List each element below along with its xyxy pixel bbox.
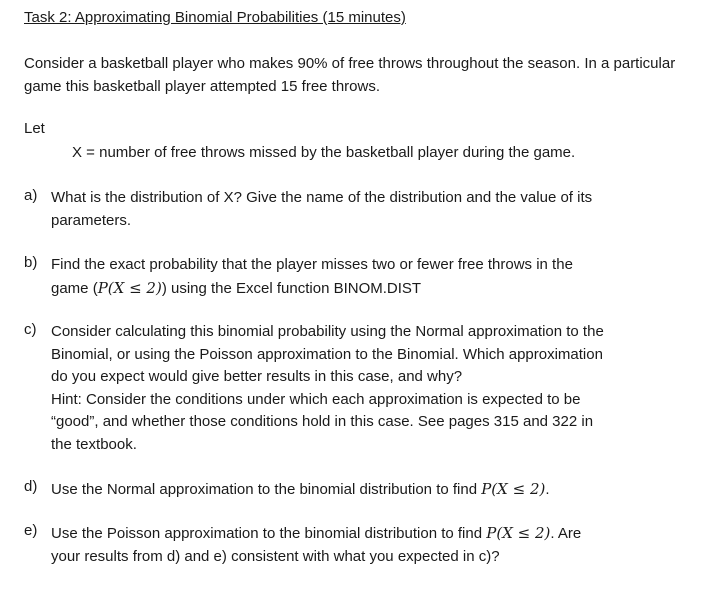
variable-definition: X = number of free throws missed by the basketball player during the game. bbox=[72, 144, 576, 161]
question-c-line-2: Binomial, or using the Poisson approximation to the Binomial. Which approximation bbox=[51, 345, 603, 363]
question-b-line-2 bbox=[51, 277, 687, 301]
question-d-pre: Use the Normal approximation to the binomial distribution to find bbox=[51, 481, 482, 498]
question-b-math: P(X ≤ 2) bbox=[97, 278, 162, 297]
question-e-post: . Are bbox=[550, 525, 582, 542]
question-a-letter: a) bbox=[24, 187, 38, 204]
question-e-text bbox=[51, 522, 687, 568]
question-a-line-2: parameters. bbox=[51, 211, 132, 229]
question-d-letter: d) bbox=[24, 478, 38, 495]
question-c-hint-line-3: the textbook. bbox=[51, 435, 137, 453]
question-b-line-2-post: ) using the Excel function BINOM.DIST bbox=[161, 279, 422, 297]
question-c-letter: c) bbox=[24, 321, 37, 338]
question-c-hint-line-2: “good”, and whether those conditions hold in this case. See pages 315 and 322 in bbox=[51, 413, 594, 430]
question-e-pre: Use the Poisson approximation to the binomial distribution to find bbox=[51, 525, 487, 542]
question-e-line-1 bbox=[51, 522, 687, 546]
question-c-hint-line-1: Hint: Consider the conditions under which each approximation is expected to be bbox=[51, 390, 581, 408]
question-c-line-3: do you expect would give better results in this case, and why? bbox=[51, 368, 463, 385]
question-d-post: . bbox=[545, 481, 550, 498]
question-a-line-1: What is the distribution of X? Give the name of the distribution and the value of its bbox=[51, 189, 593, 206]
let-label: Let bbox=[24, 120, 45, 137]
question-d-math: P(X ≤ 2) bbox=[481, 480, 546, 498]
task-title: Task 2: Approximating Binomial Probabilities (15 minutes) bbox=[24, 9, 406, 26]
question-d-text bbox=[51, 478, 687, 502]
question-e-math: P(X ≤ 2) bbox=[486, 524, 551, 542]
intro-paragraph: Consider a basketball player who makes 90% of free throws throughout the season. In a particular game this basketball player attempted 15 free throws. bbox=[24, 55, 676, 95]
question-b-letter: b) bbox=[24, 254, 38, 271]
question-b-line-2-pre: game ( bbox=[51, 279, 98, 297]
question-b-text bbox=[51, 254, 687, 300]
question-d-line-1 bbox=[51, 478, 687, 502]
question-c-text bbox=[51, 321, 687, 456]
question-b-line-1: Find the exact probability that the player misses two or fewer free throws in the bbox=[51, 256, 573, 273]
question-e-letter: e) bbox=[24, 522, 38, 539]
question-a-text bbox=[51, 187, 687, 232]
question-c-line-1: Consider calculating this binomial probability using the Normal approximation to the bbox=[51, 323, 604, 340]
question-e-line-2: your results from d) and e) consistent with what you expected in c)? bbox=[51, 547, 500, 565]
